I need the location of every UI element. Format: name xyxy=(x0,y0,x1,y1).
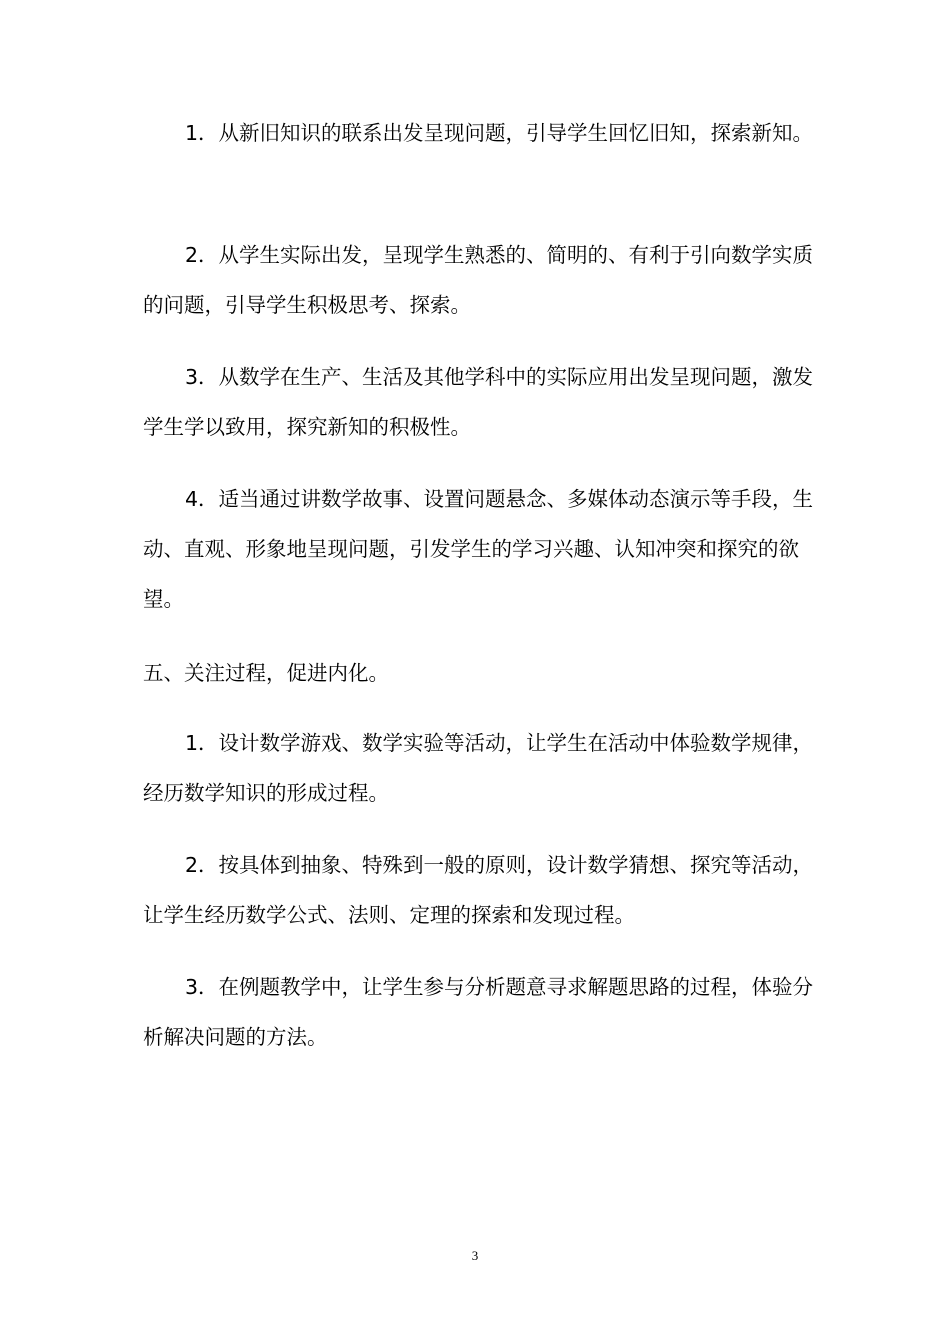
section-heading: 五、关注过程，促进内化。 xyxy=(143,661,389,685)
section-paragraph-1: 1．设计数学游戏、数学实验等活动，让学生在活动中体验数学规律，经历数学知识的形成过程。 xyxy=(143,731,814,805)
paragraph-3: 3．从数学在生产、生活及其他学科中的实际应用出发呈现问题，激发学生学以致用，探究新知的积极性。 xyxy=(143,365,814,439)
paragraph-4: 4．适当通过讲数学故事、设置问题悬念、多媒体动态演示等手段，生动、直观、形象地呈现问题，引发学生的学习兴趣、认知冲突和探究的欲望。 xyxy=(143,487,814,611)
paragraph-2: 2．从学生实际出发，呈现学生熟悉的、简明的、有利于引向数学实质的问题，引导学生积极思考、探索。 xyxy=(143,243,814,317)
page-number: 3 xyxy=(471,1248,479,1263)
section-paragraph-2: 2．按具体到抽象、特殊到一般的原则，设计数学猜想、探究等活动，让学生经历数学公式、法则、定理的探索和发现过程。 xyxy=(143,853,814,927)
section-paragraph-3: 3．在例题教学中，让学生参与分析题意寻求解题思路的过程，体验分析解决问题的方法。 xyxy=(143,975,814,1049)
paragraph-1: 1．从新旧知识的联系出发呈现问题，引导学生回忆旧知，探索新知。 xyxy=(185,121,814,145)
